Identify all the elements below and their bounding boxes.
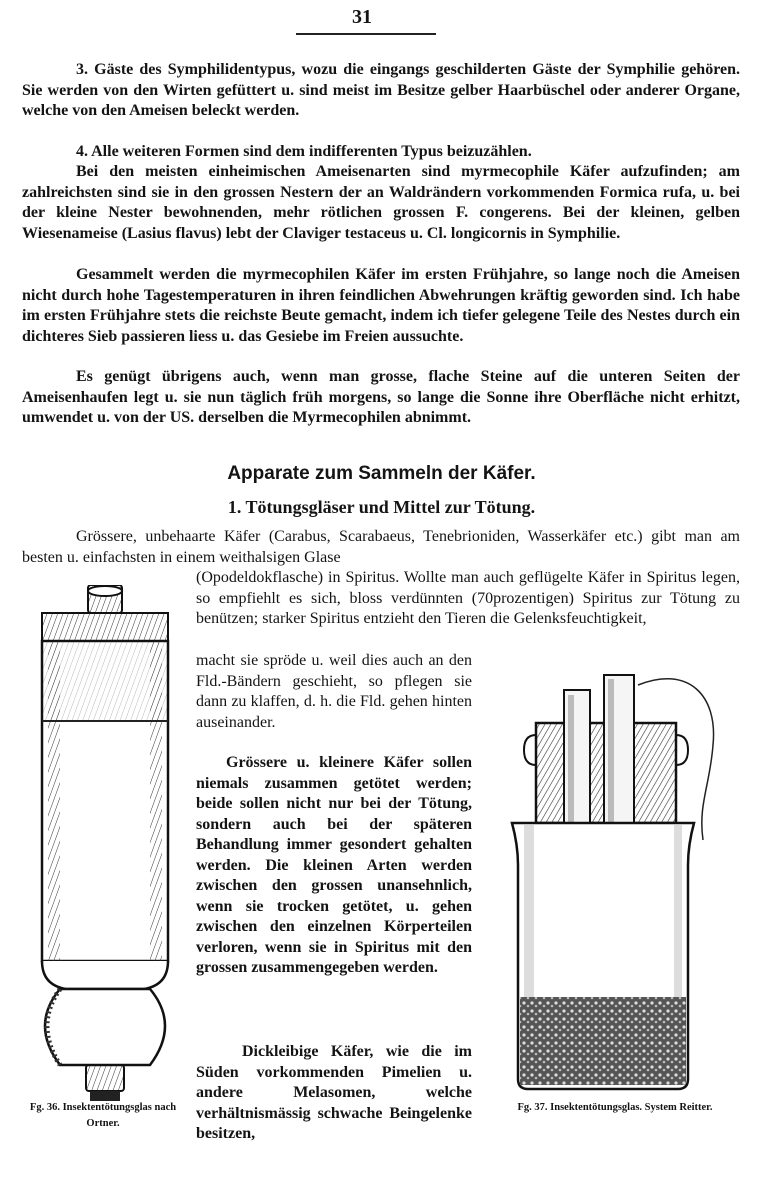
paragraph-brittle: macht sie spröde u. weil dies auch an den Fld.-Bändern geschieht, so pflegen sie dann zu klaffen, d. h. die Fld. gehen hinten auseinander. — [196, 652, 472, 731]
figure-36-caption: Fg. 36. Insektentötungsglas nach Ortner. — [29, 1102, 177, 1129]
page-number: 31 — [352, 6, 372, 28]
paragraph-indifferent-type: 4. Alle weiteren Formen sind dem indifferenten Typus beizuzählen. — [76, 143, 532, 160]
paragraph-stones-method: Es genügt übrigens auch, wenn man grosse, flache Steine auf die unteren Seiten der Ameisenhaufen legt u. sie nun täglich früh morgens, so lange die Sonne ihre Oberfläche nicht erhitzt, umwendet u. von der US. derselben die Myrmecophilen abnimmt. — [22, 368, 740, 426]
paragraph-spiritus: (Opodeldokflasche) in Spiritus. Wollte man auch geflügelte Käfer in Spiritus legen, so empfiehlt es sich, bloss verdünnten (70prozentigen) Spiritus zur Tötung zu benützen; starker Spiritus entzieht den Tieren die Gelenksfeuchtigkeit, — [196, 569, 740, 627]
paragraph-symphilie-guests: 3. Gäste des Symphilidentypus, wozu die eingangs geschilderten Gäste der Symphilie gehören. Sie werden von den Wirten gefüttert u. sind meist im Besitze gelber Haarbüschel oder anderer Organe, welche von den Ameisen beleckt werden. — [22, 61, 740, 119]
figure-37-caption: Fg. 37. Insektentötungsglas. System Reitter. — [517, 1102, 713, 1113]
paragraph-large-beetles: Grössere, unbehaarte Käfer (Carabus, Scarabaeus, Tenebrioniden, Wasserkäfer etc.) gibt man am besten u. einfachsten in einem weithalsigen Glase — [22, 528, 740, 566]
paragraph-collecting-time: Gesammelt werden die myrmecophilen Käfer im ersten Frühjahre, so lange noch die Ameisen nicht durch hohe Tagestemperaturen in ihren feindlichen Abwehrungen kräftig geworden sind. Ich habe im ersten Frühjahre stets die reichste Beute gemacht, indem ich tiefer gelegene Teile des Nestes durch ein dichteres Sieb passieren liess u. das Gesiebe im Freien aussuchte. — [22, 266, 740, 345]
paragraph-myrmecophile-species: Bei den meisten einheimischen Ameisenarten sind myrmecophile Käfer aufzufinden; am zahlreichsten sind sie in den grossen Nestern der an Waldrändern vorkommenden Formica rufa, u. bei der kleine Nester bewohnenden, mehr rötlichen grossen F. congerens. Bei der kleinen, gelben Wiesenameise (Lasius flavus) lebt der Claviger testaceus u. Cl. longicornis in Symphilie. — [22, 163, 740, 242]
page-number-rule — [296, 33, 436, 35]
subsection-heading: 1. Tötungsgläser und Mittel zur Tötung. — [227, 497, 536, 517]
figure-36-illustration — [20, 585, 190, 1105]
paragraph-separate-killing: Grössere u. kleinere Käfer sollen niemals zusammen getötet werden; beide sollen nicht nur bei der Tötung, sondern auch bei der späteren Behandlung immer gesondert gehalten werden. Die kleinen Arten werden zwischen den grossen unansehnlich, wenn sie trocken getötet, u. gehen zwischen den einzelnen Körperteilen verloren, wenn sie in Spiritus mit den grossen zusammengegeben werden. — [196, 754, 472, 976]
paragraph-thick-beetles: Dickleibige Käfer, wie die im Süden vorkommenden Pimelien u. andere Melasomen, welche verhältnismässig schwache Beingelenke besitzen, — [196, 1043, 472, 1142]
figure-37-illustration — [498, 665, 738, 1095]
section-heading: Apparate zum Sammeln der Käfer. — [227, 463, 536, 484]
